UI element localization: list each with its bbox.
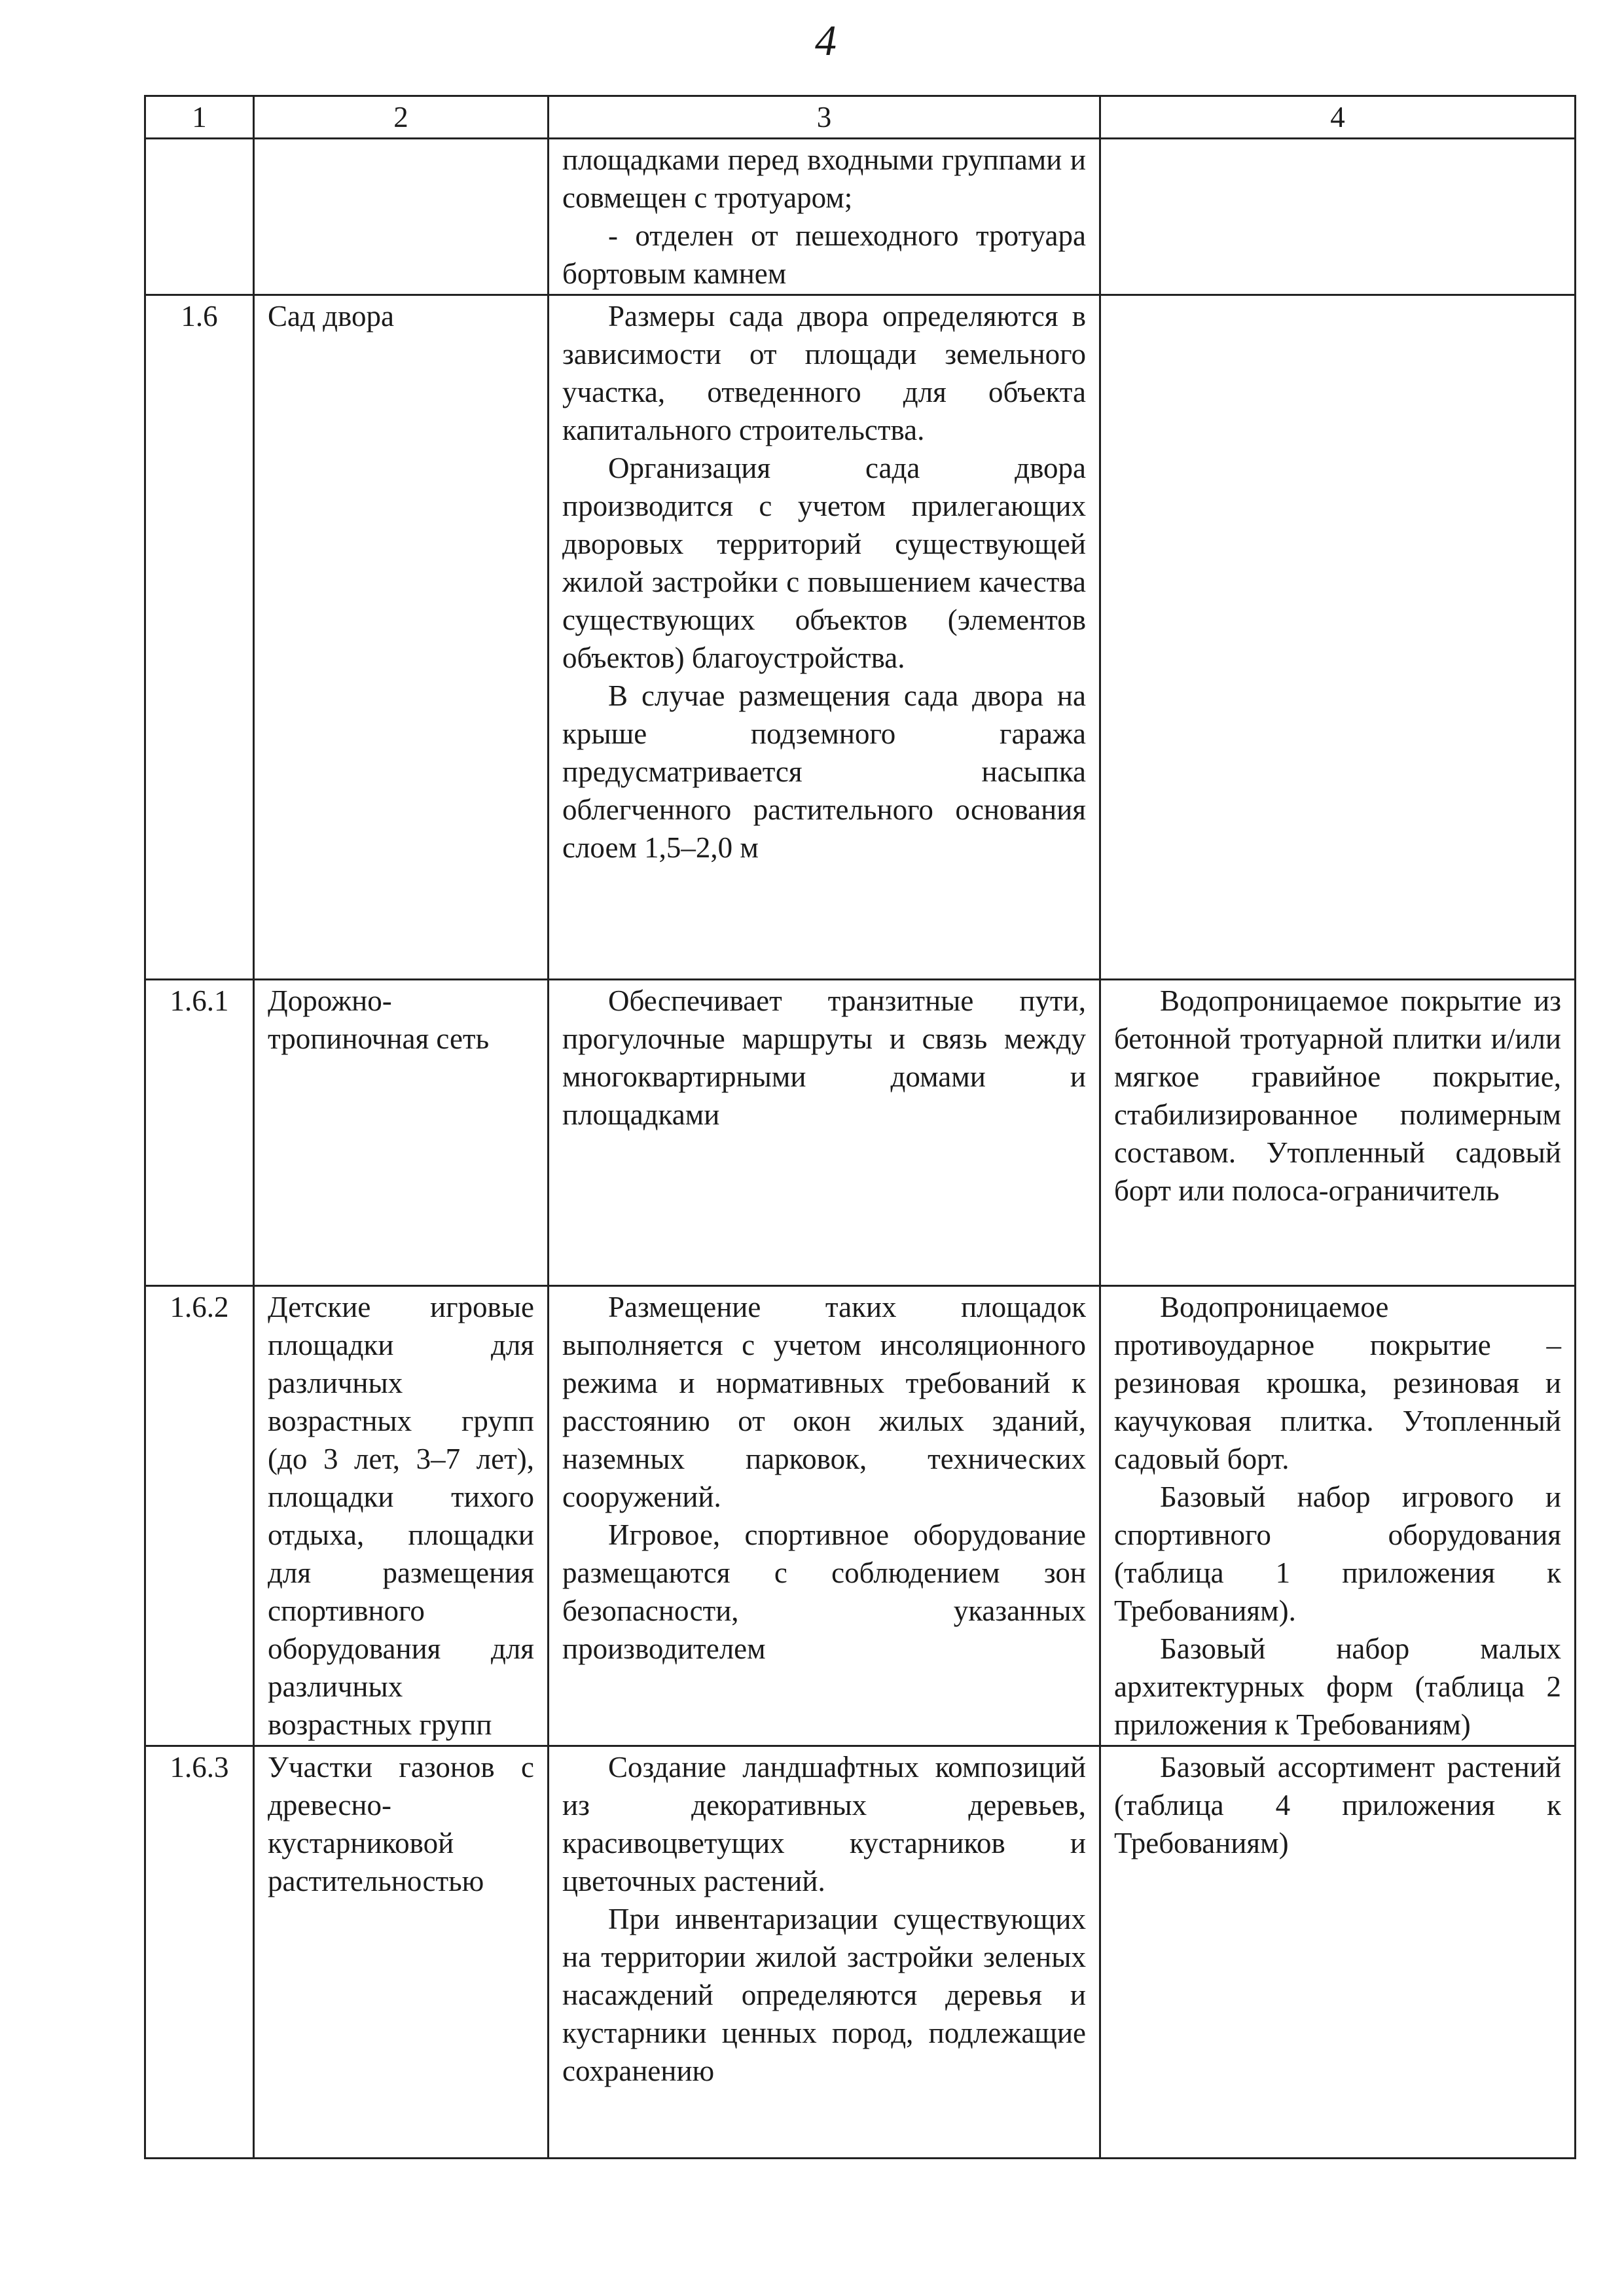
description-paragraph: Создание ландшафтных композиций из декоративных деревьев, красивоцветущих кустарников и цветочных растений. (562, 1751, 1086, 1897)
row-number: 1.6.2 (145, 1286, 254, 1746)
row-description (549, 295, 1100, 980)
requirements-table (144, 95, 1576, 2159)
table-row (145, 295, 1576, 980)
page-number: 4 (815, 17, 837, 65)
row-name (254, 139, 549, 295)
row-description (549, 980, 1100, 1286)
header-col-4: 4 (1100, 96, 1576, 139)
row-name-text: Дорожно-тропиночная сеть (268, 984, 490, 1055)
row-requirements (1100, 139, 1576, 295)
description-paragraph: площадками перед входными группами и совмещен с тротуаром; (562, 143, 1086, 214)
table-row (145, 139, 1576, 295)
row-description (549, 1746, 1100, 2159)
row-number: 1.6.3 (145, 1746, 254, 2159)
row-description (549, 139, 1100, 295)
requirements-paragraph: Базовый набор игрового и спортивного оборудования (таблица 1 приложения к Требованиям). (1114, 1480, 1561, 1627)
row-name-text: Детские игровые площадки для различных возрастных групп (до 3 лет, 3–7 лет), площадки тихого отдыха, площадки для размещения спортивного оборудования для различных возрастных групп (268, 1291, 534, 1741)
table-row (145, 980, 1576, 1286)
header-col-3: 3 (549, 96, 1100, 139)
description-paragraph: Организация сада двора производится с учетом прилегающих дворовых территорий существующей жилой застройки с повышением качества существующих объектов (элементов объектов) благоустройства. (562, 452, 1086, 674)
row-name-text: Участки газонов с древесно-кустарниковой растительностью (268, 1751, 534, 1897)
row-name-text: Сад двора (268, 300, 394, 332)
table-row (145, 1286, 1576, 1746)
row-number: 1.6 (145, 295, 254, 980)
row-description (549, 1286, 1100, 1746)
header-col-1: 1 (145, 96, 254, 139)
header-col-2: 2 (254, 96, 549, 139)
description-paragraph: При инвентаризации существующих на территории жилой застройки зеленых насаждений определяются деревья и кустарники ценных пород, подлежащие сохранению (562, 1903, 1086, 2087)
requirements-paragraph: Водопроницаемое противоударное покрытие – резиновая крошка, резиновая и каучуковая плитка. Утопленный садовый борт. (1114, 1291, 1561, 1475)
row-name (254, 1746, 549, 2159)
row-requirements (1100, 1286, 1576, 1746)
row-requirements (1100, 1746, 1576, 2159)
requirements-paragraph: Базовый набор малых архитектурных форм (таблица 2 приложения к Требованиям) (1114, 1632, 1561, 1741)
row-requirements (1100, 295, 1576, 980)
description-paragraph: Размеры сада двора определяются в зависимости от площади земельного участка, отведенного для объекта капитального строительства. (562, 300, 1086, 446)
description-paragraph: Размещение таких площадок выполняется с учетом инсоляционного режима и нормативных требований к расстоянию от окон жилых зданий, наземных парковок, технических сооружений. (562, 1291, 1086, 1513)
requirements-paragraph: Базовый ассортимент растений (таблица 4 приложения к Требованиям) (1114, 1751, 1561, 1859)
table-row (145, 1746, 1576, 2159)
row-requirements (1100, 980, 1576, 1286)
row-number (145, 139, 254, 295)
row-name (254, 980, 549, 1286)
row-number: 1.6.1 (145, 980, 254, 1286)
description-paragraph: В случае размещения сада двора на крыше подземного гаража предусматривается насыпка облегченного растительного основания слоем 1,5–2,0 м (562, 679, 1086, 864)
row-name (254, 295, 549, 980)
table-header-row (145, 96, 1576, 139)
description-paragraph: Обеспечивает транзитные пути, прогулочные маршруты и связь между многоквартирными домами и площадками (562, 984, 1086, 1131)
row-name (254, 1286, 549, 1746)
description-paragraph: - отделен от пешеходного тротуара бортовым камнем (562, 219, 1086, 290)
requirements-paragraph: Водопроницаемое покрытие из бетонной тротуарной плитки и/или мягкое гравийное покрытие, стабилизированное полимерным составом. Утопленный садовый борт или полоса-ограничитель (1114, 984, 1561, 1207)
description-paragraph: Игровое, спортивное оборудование размещаются с соблюдением зон безопасности, указанных производителем (562, 1518, 1086, 1665)
